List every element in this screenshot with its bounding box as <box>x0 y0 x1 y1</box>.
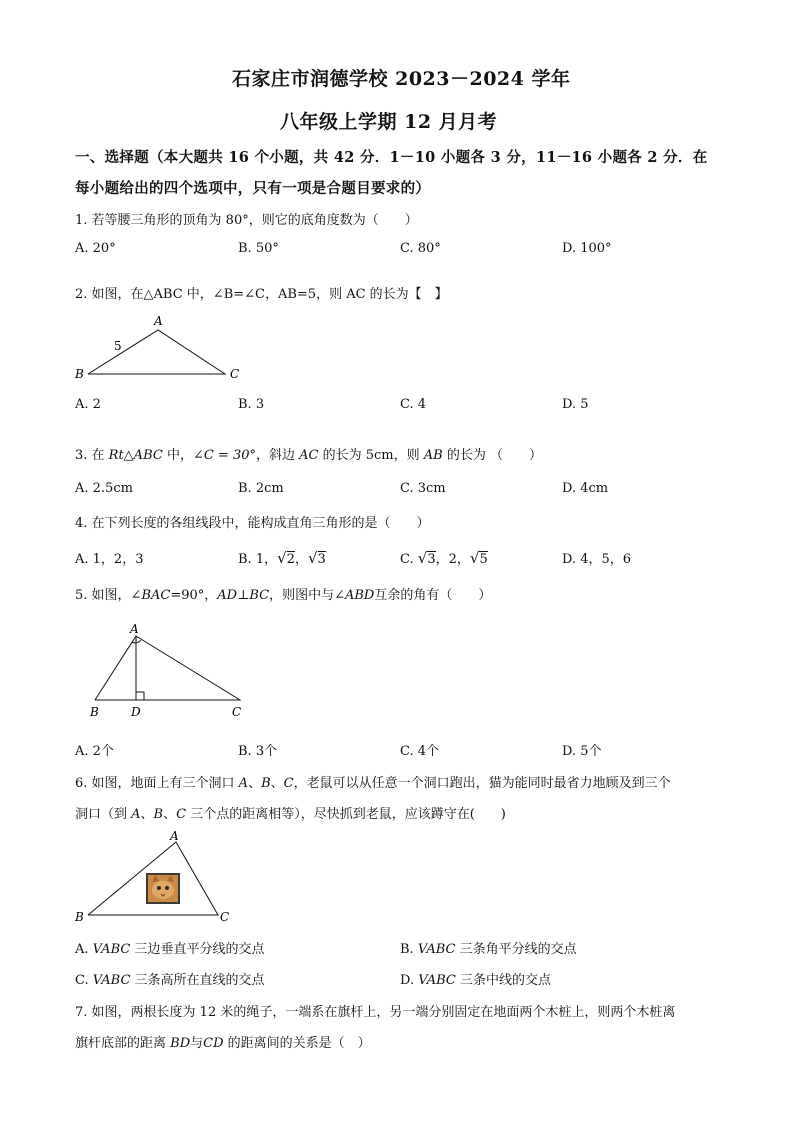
q7-l2-d: CD <box>203 1036 224 1051</box>
q6-l1-f: C <box>283 776 294 791</box>
q5-stem <box>75 584 491 603</box>
q5-option-d[interactable]: D. 5个 <box>562 744 602 759</box>
q2-stem: 2. 如图，在△ABC 中，∠B=∠C，AB=5，则 AC 的长为【 】 <box>75 287 448 302</box>
q4-optc-r2: 5 <box>479 552 488 567</box>
q6-l1-b: A <box>238 776 249 791</box>
q2-option-c[interactable]: C. 4 <box>400 397 427 412</box>
q6-optc-label: C. <box>75 973 89 988</box>
q6-optc-text: 三条高所在直线的交点 <box>130 973 265 988</box>
q5-stem-c: =90°， <box>170 588 218 603</box>
q4-optb-r1: 2 <box>286 552 295 567</box>
q1-option-d[interactable]: D. 100° <box>562 241 612 256</box>
q3-option-c[interactable]: C. 3cm <box>400 481 446 496</box>
q5-option-a[interactable]: A. 2个 <box>75 744 114 759</box>
q5-label-a: A <box>130 622 139 636</box>
q4-option-c[interactable] <box>400 548 488 567</box>
q7-line2 <box>75 1032 371 1051</box>
q5-stem-d: AD <box>217 588 238 603</box>
q3-option-b[interactable]: B. 2cm <box>238 481 284 496</box>
title-line1: 石家庄市润德学校 2023－2024 学年 <box>232 68 571 90</box>
q5-label-b: B <box>90 705 99 719</box>
q7-line1: 7. 如图，两根长度为 12 米的绳子，一端系在旗杆上，另一端分别固定在地面两个木桩上，则两个木桩离 <box>75 1005 676 1020</box>
q6-optd-text: 三条中线的交点 <box>455 973 552 988</box>
q6-option-b[interactable] <box>400 938 577 957</box>
q6-label-b: B <box>75 910 84 924</box>
q6-l1-g: ，老鼠可以从任意一个洞口跑出，猫为能同时最省力地顾及到三个 <box>293 776 671 791</box>
q6-optb-label: B. <box>400 942 414 957</box>
cat-icon <box>146 873 180 904</box>
title-line2: 八年级上学期 12 月月考 <box>280 111 498 133</box>
q5-stem-i: 互余的角有（ ） <box>374 588 492 603</box>
q6-l2-d: B <box>153 807 164 822</box>
q4-optb-r2: 3 <box>317 552 326 567</box>
q1-option-a[interactable]: A. 20° <box>75 241 116 256</box>
q6-l1-a: 6. 如图，地面上有三个洞口 <box>75 776 239 791</box>
q2-label-side: 5 <box>114 339 122 353</box>
q4-optb-pre: B. 1， <box>238 552 278 567</box>
q4-option-a[interactable]: A. 1，2，3 <box>75 552 144 567</box>
q3-stem-ab: AB <box>423 448 443 463</box>
q5-label-c: C <box>232 705 242 719</box>
q6-l2-c: 、 <box>140 807 154 822</box>
q2-option-d[interactable]: D. 5 <box>562 397 589 412</box>
q6-opta-tri: VABC <box>92 942 131 957</box>
q6-triangle-figure <box>70 828 240 928</box>
sqrt-icon: √ <box>307 549 318 567</box>
q6-optd-tri: VABC <box>418 973 456 988</box>
q6-optc-tri: VABC <box>92 973 131 988</box>
q7-l2-a: 旗杆底部的距离 <box>75 1036 171 1051</box>
q6-option-a[interactable] <box>75 938 264 957</box>
q3-stem-d: ，斜边 <box>256 448 300 463</box>
q6-l1-e: 、 <box>270 776 284 791</box>
q3-stem-e: 的长为 5cm，则 <box>318 448 424 463</box>
q6-label-c: C <box>220 910 230 924</box>
q3-stem-c: ∠C = 30° <box>192 448 256 463</box>
q3-option-a[interactable]: A. 2.5cm <box>75 481 133 496</box>
q6-l2-f: C <box>176 807 187 822</box>
q6-optb-tri: VABC <box>417 942 456 957</box>
q5-stem-h: ∠ABD <box>334 588 375 603</box>
q6-option-d[interactable] <box>400 969 551 988</box>
q5-option-c[interactable]: C. 4个 <box>400 744 440 759</box>
q3-stem-b: 中， <box>162 448 193 463</box>
q3-stem-f: 的长为 （ ） <box>442 448 542 463</box>
q4-optc-pre: C. <box>400 552 418 567</box>
section1-line1: 一、选择题（本大题共 16 个小题，共 42 分．1－10 小题各 3 分，11－16 小题各 2 分．在 <box>75 149 708 166</box>
q3-stem-ac: AC <box>299 448 319 463</box>
q6-l2-e: 、 <box>163 807 177 822</box>
q3-stem-a: 3. 在 <box>75 448 109 463</box>
q6-l2-a: 洞口（到 <box>75 807 132 822</box>
q3-stem <box>75 444 542 463</box>
q7-l2-c: 与 <box>190 1036 204 1051</box>
q5-stem-f: BC <box>249 588 270 603</box>
q5-stem-a: 5. 如图， <box>75 588 131 603</box>
q2-label-a: A <box>154 314 163 328</box>
q6-l2-g: 三个点的距离相等），尽快抓到老鼠，应该蹲守在( ) <box>186 807 506 822</box>
q6-l1-c: 、 <box>248 776 262 791</box>
q1-option-c[interactable]: C. 80° <box>400 241 441 256</box>
q3-stem-rt: Rt△ABC <box>108 448 163 463</box>
sqrt-icon: √ <box>277 549 287 567</box>
q6-option-c[interactable] <box>75 969 265 988</box>
q6-optb-text: 三条角平分线的交点 <box>455 942 577 957</box>
q1-stem: 1. 若等腰三角形的顶角为 80°，则它的底角度数为（ ） <box>75 213 418 228</box>
q2-label-c: C <box>230 367 240 381</box>
q4-stem: 4. 在下列长度的各组线段中，能构成直角三角形的是（ ） <box>75 516 430 531</box>
q6-label-a: A <box>170 829 179 843</box>
q4-optc-r1: 3 <box>427 552 436 567</box>
section1-line2: 每小题给出的四个选项中，只有一项是合题目要求的） <box>75 180 431 197</box>
q2-label-b: B <box>75 367 84 381</box>
q3-option-d[interactable]: D. 4cm <box>562 481 609 496</box>
q4-optb-mid: ， <box>294 552 308 567</box>
q6-line2 <box>75 803 506 822</box>
q6-opta-text: 三边垂直平分线的交点 <box>130 942 265 957</box>
q4-option-d[interactable]: D. 4，5，6 <box>562 552 632 567</box>
q5-stem-b: ∠BAC <box>130 588 171 603</box>
q6-opta-label: A. <box>75 942 89 957</box>
q5-right-triangle-figure <box>80 618 255 723</box>
q5-stem-e: ⊥ <box>237 588 250 603</box>
q2-triangle-figure <box>70 310 250 386</box>
q6-l1-d: B <box>261 776 271 791</box>
q6-optd-label: D. <box>400 973 415 988</box>
q1-option-b[interactable]: B. 50° <box>238 241 279 256</box>
q6-line1 <box>75 772 671 791</box>
q4-optc-mid: ，2， <box>435 552 470 567</box>
sqrt-icon: √ <box>469 549 480 567</box>
q2-option-a[interactable]: A. 2 <box>75 397 101 412</box>
q5-stem-g: ，则图中与 <box>269 588 335 603</box>
q5-label-d: D <box>131 705 141 719</box>
q2-option-b[interactable]: B. 3 <box>238 397 265 412</box>
q7-l2-e: 的距离间的关系是（ ） <box>223 1036 371 1051</box>
q5-option-b[interactable]: B. 3个 <box>238 744 278 759</box>
sqrt-icon: √ <box>417 549 428 567</box>
q4-option-b[interactable] <box>238 548 326 567</box>
q7-l2-b: BD <box>170 1036 191 1051</box>
q6-l2-b: A <box>131 807 141 822</box>
